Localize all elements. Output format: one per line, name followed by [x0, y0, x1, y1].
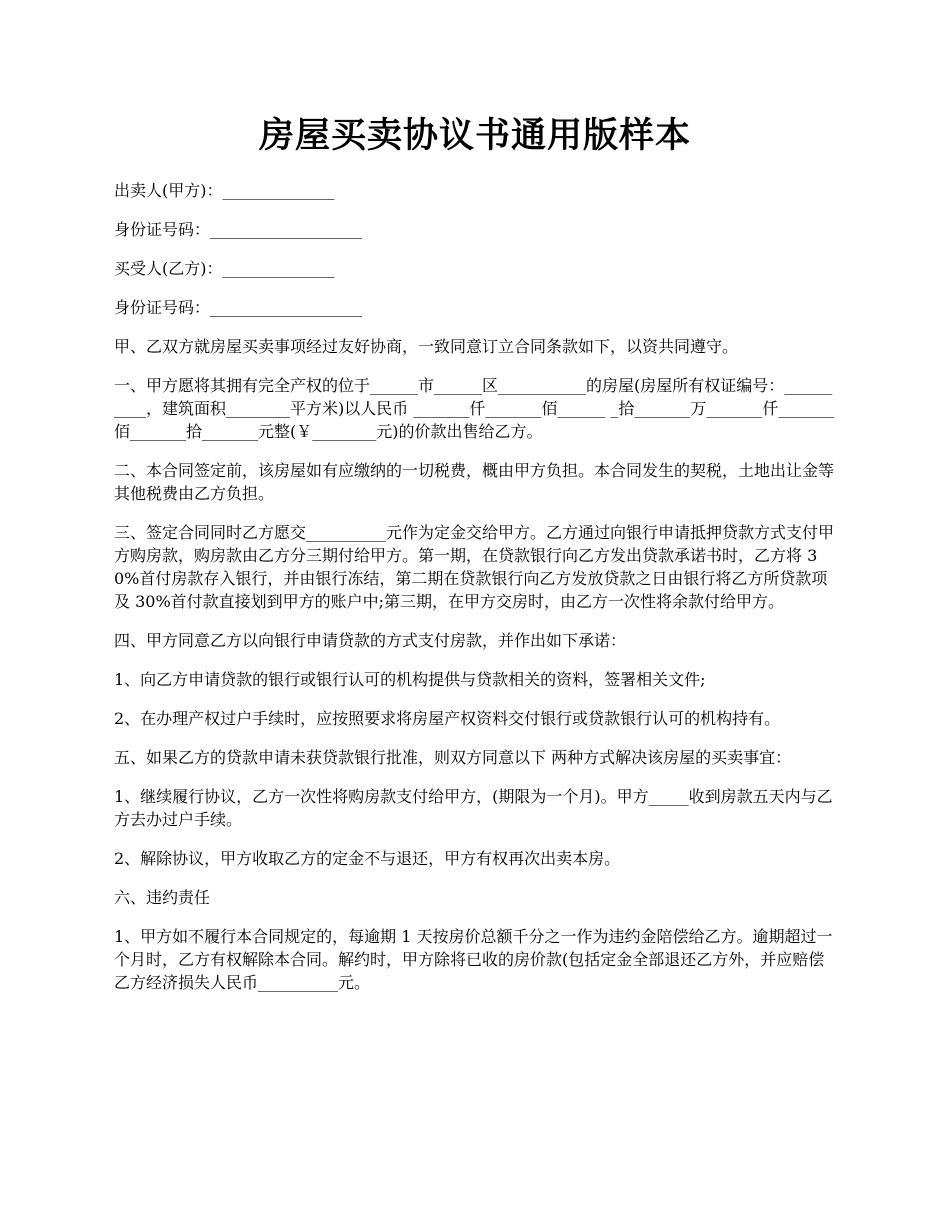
clause-2: 二、本合同签定前，该房屋如有应缴纳的一切税费，概由甲方负担。本合同发生的契税，土地出让金等其他税费由乙方负担。	[114, 461, 835, 503]
seller-line: 出卖人(甲方)：______________	[114, 181, 335, 200]
seller-id-line: 身份证号码：___________________	[114, 220, 363, 239]
document-title: 房屋买卖协议书通用版样本	[258, 115, 691, 156]
clause-5: 五、如果乙方的贷款申请未获贷款银行批准，则双方同意以下 两种方式解决该房屋的买卖事宜：	[114, 748, 792, 767]
clause-1: 一、甲方愿将其拥有完全产权的位于______市______区___________的房屋(房屋所有权证编号：__________，建筑面积________平方米)以人民币 _______仟_______佰______ _拾_______万_______仟_______佰_______拾_______元整(￥________元)的价款出售给乙方。	[114, 376, 835, 441]
intro-paragraph: 甲、乙双方就房屋买卖事项经过友好协商，一致同意订立合同条款如下，以资共同遵守。	[114, 337, 739, 356]
clause-5-item-2: 2、解除协议，甲方收取乙方的定金不与退还，甲方有权再次出卖本房。	[114, 849, 621, 868]
clause-4-item-1: 1、向乙方申请贷款的银行或银行认可的机构提供与贷款相关的资料，签署相关文件;	[114, 670, 706, 689]
clause-6-heading: 六、违约责任	[114, 888, 211, 907]
clause-4: 四、甲方同意乙方以向银行申请贷款的方式支付房款，并作出如下承诺：	[114, 631, 627, 650]
buyer-line: 买受人(乙方)：______________	[114, 259, 335, 278]
clause-5-item-1: 1、继续履行协议，乙方一次性将购房款支付给甲方，(期限为一个月)。甲方_____收到房款五天内与乙方去办过户手续。	[114, 787, 833, 829]
clause-3: 三、签定合同同时乙方愿交__________元作为定金交给甲方。乙方通过向银行申请抵押贷款方式支付甲方购房款，购房款由乙方分三期付给甲方。第一期，在贷款银行向乙方发出贷款承诺书时，乙方将 30%首付房款存入银行，并由银行冻结，第二期在贷款银行向乙方发放贷款之日由银行将乙方所贷款项及 30%首付款直接划到甲方的账户中;第三期，在甲方交房时，由乙方一次性将余款付给甲方。	[114, 523, 835, 611]
clause-6-item-1: 1、甲方如不履行本合同规定的，每逾期 1 天按房价总额千分之一作为违约金陪偿给乙方。逾期超过一个月时，乙方有权解除本合同。解约时，甲方除将已收的房价款(包括定金全部退还乙方外，并应赔偿乙方经济损失人民币__________元。	[114, 927, 833, 992]
buyer-id-line: 身份证号码：___________________	[114, 298, 363, 317]
clause-4-item-2: 2、在办理产权过户手续时，应按照要求将房屋产权资料交付银行或贷款银行认可的机构持有。	[114, 709, 781, 728]
document-body	[114, 179, 836, 994]
